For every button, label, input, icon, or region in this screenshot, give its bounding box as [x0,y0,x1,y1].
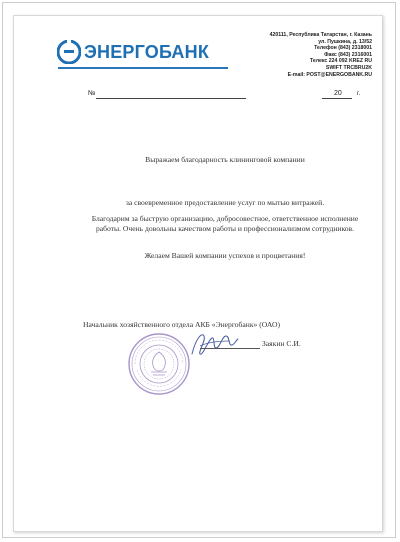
bank-logo [57,40,209,64]
contact-line: Телекс 224 092 KREZ RU [309,58,372,65]
signature-line [200,348,260,349]
signature [186,326,242,362]
letter-paragraph: Благодарим за быструю организацию, добросовестное, ответственное исполнение работы. Очень довольны качеством работы и профессионализмом сотрудников. [91,214,359,233]
contact-line: SWIFT TRCBRU2K [325,64,372,71]
document-date-suffix: г. [357,91,361,97]
bank-contacts [226,32,372,78]
signatory-name: Заякин С.И. [262,339,301,348]
contact-line: Факс (843) 2316001 [324,51,372,58]
letter-paragraph: Желаем Вашей компании успехов и процветания! [144,251,306,260]
document-number-label: № [88,90,96,97]
contact-line: Телефон (843) 2318001 [314,45,372,52]
letter-paragraph: Выражаем благодарность клининговой компании [145,155,305,164]
document-date-day: 20 [334,90,342,97]
document-number-line [96,98,246,99]
bank-name: ЭНЕРГОБАНК [84,42,210,62]
contact-line: 420111, Республика Татарстан, г. Казань [269,32,372,38]
document-date-line [322,98,352,99]
contact-line: ул. Пушкина, д. 13/52 [318,38,372,45]
signatory-title: Начальник хозяйственного отдела АКБ «Энергобанк» (ОАО) [83,320,280,329]
letterhead-divider [58,67,228,69]
letter-sheet [13,15,383,532]
contact-line: E-mail: POST@ENERGOBANK.RU [287,71,372,78]
bank-logo-icon [57,40,81,64]
official-stamp [127,332,191,396]
letter-paragraph: за своевременное предоставление услуг по мытью витражей. [125,198,325,207]
